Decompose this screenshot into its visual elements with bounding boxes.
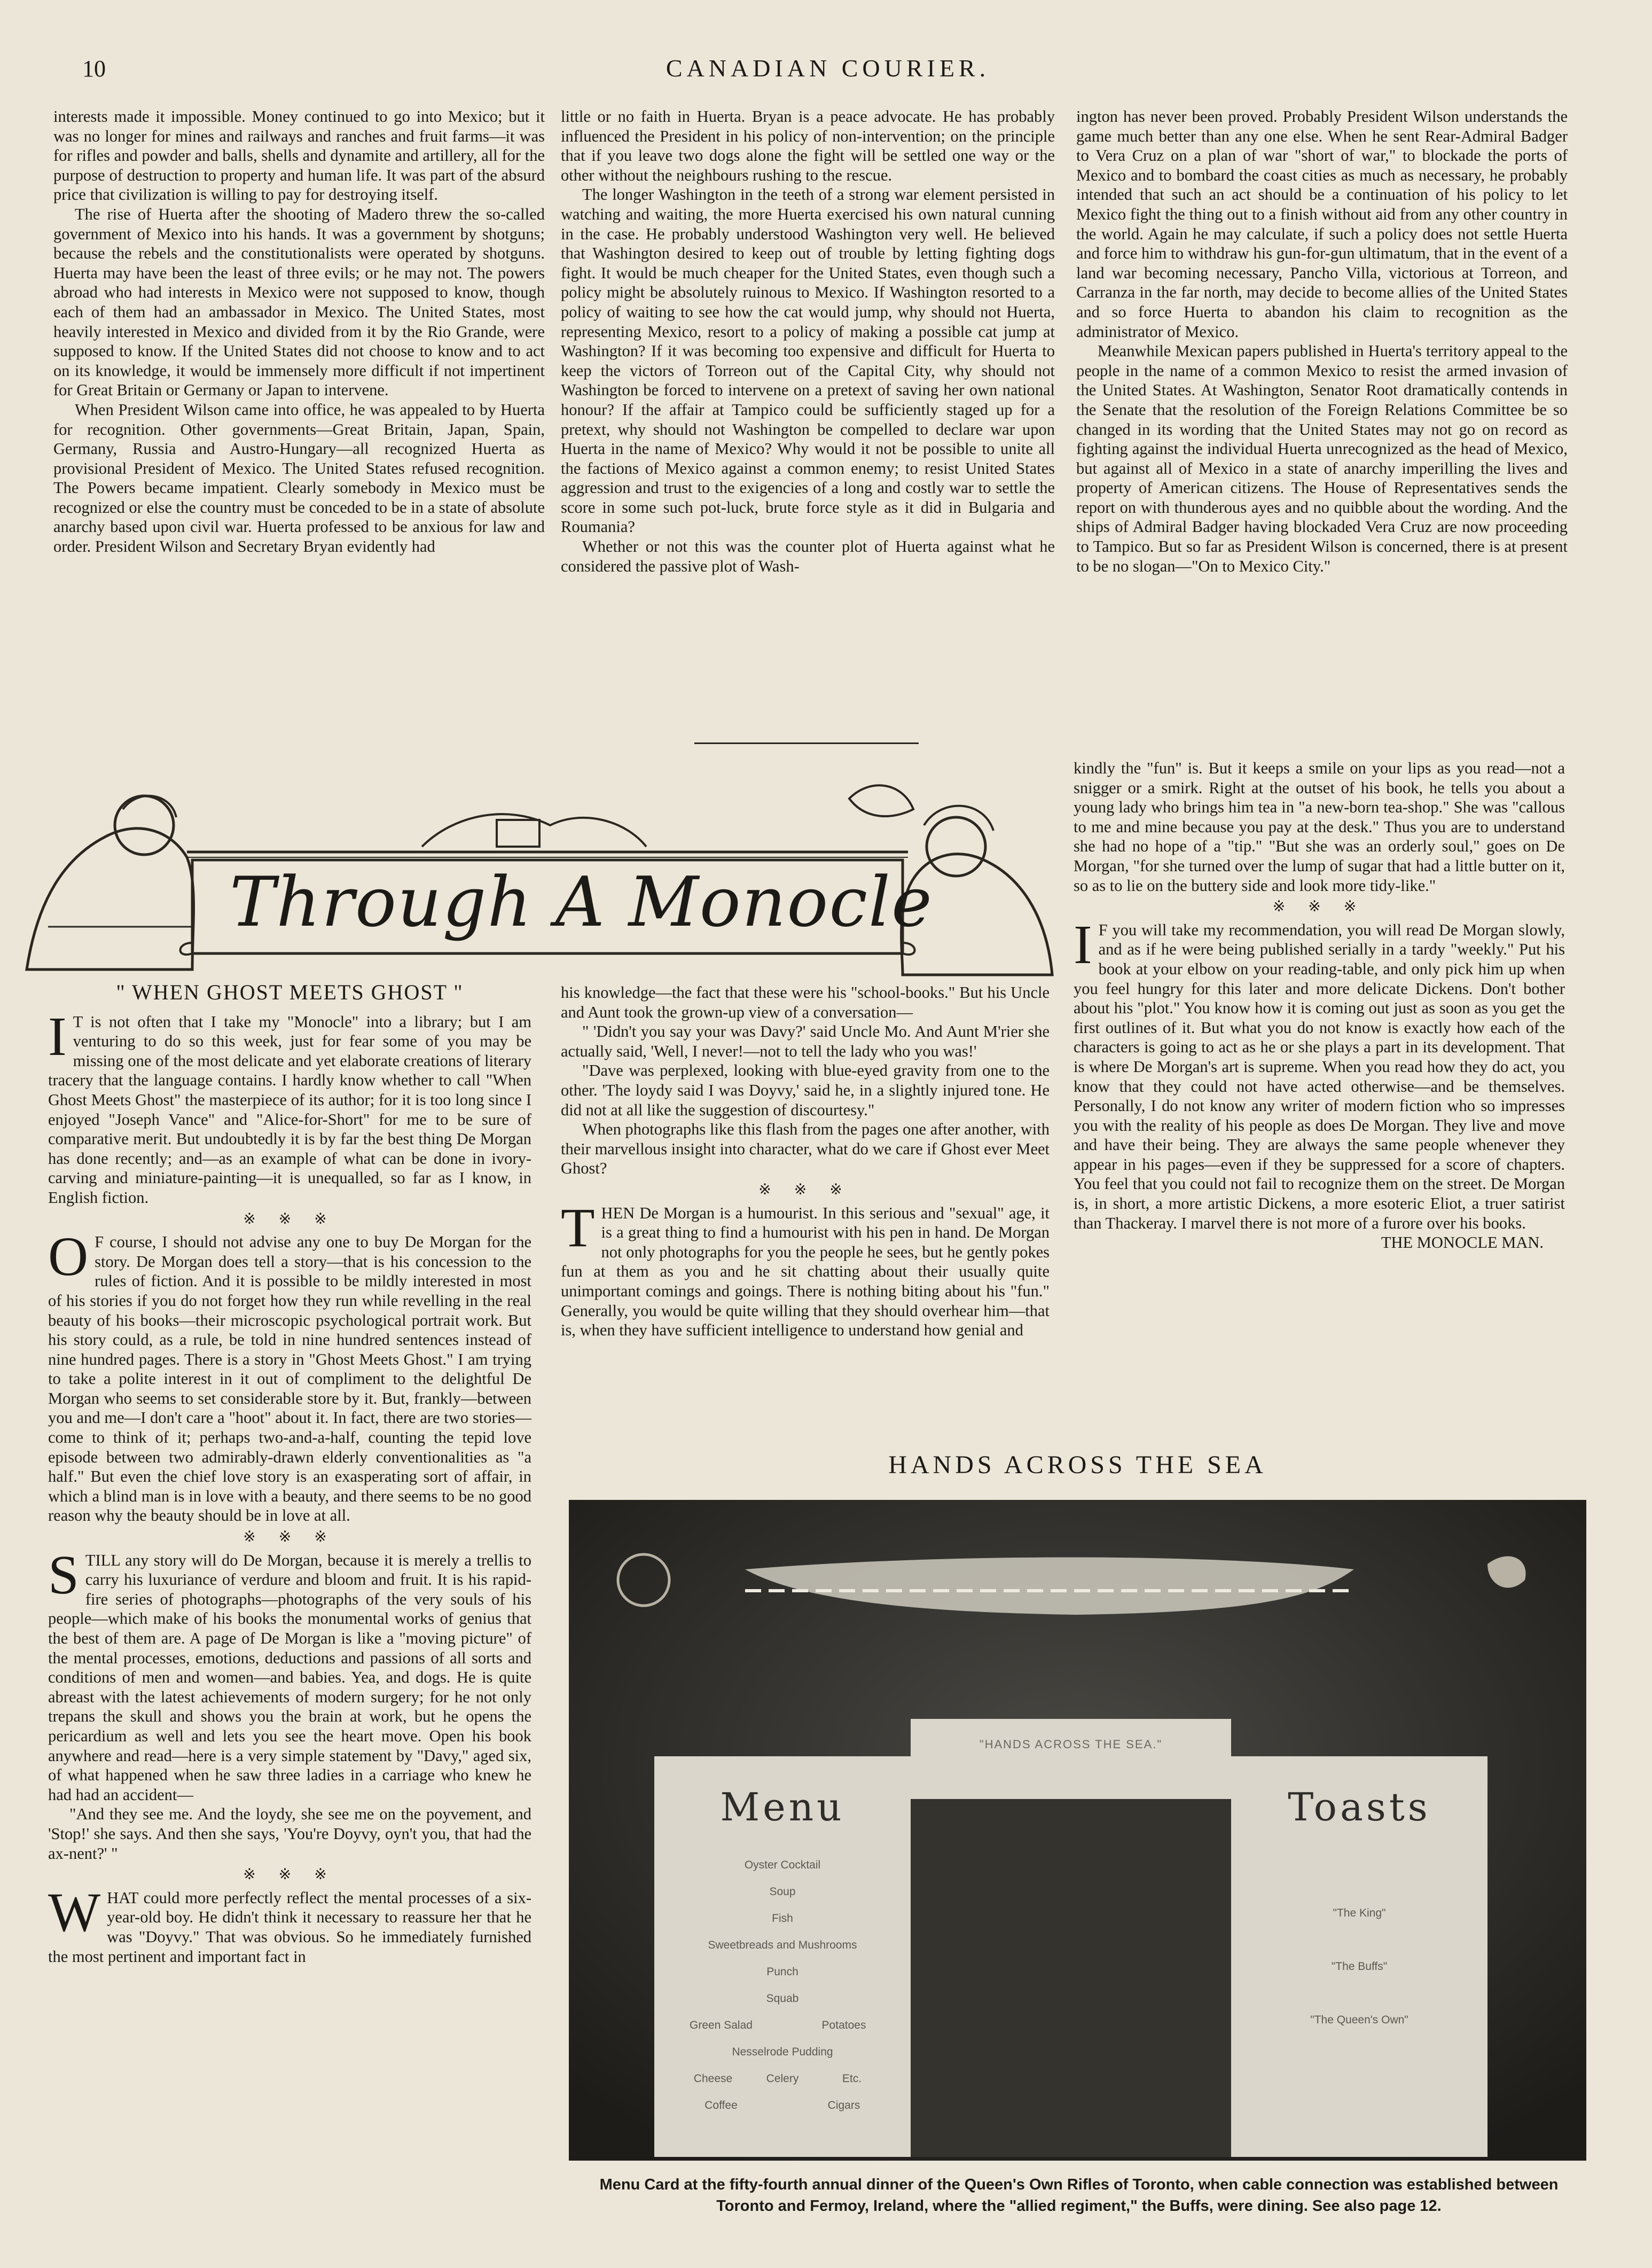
paragraph: The rise of Huerta after the shooting of Madero threw the so-called government of Mexico into his hands. It was a government by shotguns; because the rebels and the constitutionalists were operated by shotguns. Huerta may have been the least of three evils; or he may not. The powers abroad who had interests in Mexico were not supposed to know, though each of them had an ambassador in Mexico. The United States, most heavily interested in Mexico and divided from it by the Rio Grande, were supposed to know. If the United States did not choose to know and to act on its knowledge, it would be immensely more difficult if not impertinent for Great Britain or Germany or Japan to intervene. (53, 205, 545, 400)
toast-item: "The Buffs" (1331, 1960, 1388, 1973)
section-ornament: ※ ※ ※ (243, 1866, 336, 1883)
monocle-column-1 (48, 980, 531, 1966)
menu-item: Nesselrode Pudding (732, 2046, 833, 2058)
top-article-column-1 (53, 107, 545, 557)
menu-item: Etc. (842, 2073, 862, 2085)
menu-item: Cheese (693, 2073, 733, 2085)
paragraph: kindly the "fun" is. But it keeps a smile on your lips as you read—not a snigger or a smirk. Right at the outset of his book, he tells you about a young lady who brings him tea in "a new-born tea-shop." She was "callous to me and mine because you pay at the desk." Thus you are to understand she had no hope of a "tip." "But she was an orderly soul," goes on De Morgan, "for she turned over the lump of sugar that had a little butter on it, so as to lie on the buttery side and look more tidy-like." (1074, 759, 1565, 895)
toast-item: "The King" (1333, 1907, 1386, 1919)
paragraph: ington has never been proved. Probably President Wilson understands the game much better than any one else. When he sent Rear-Admiral Badger to Vera Cruz on a plan of war "short of war," to blockade the ports of Mexico and to bombard the coast cities as much as necessary, he probably intended that such an act should be a continuation of his policy to let Mexico fight the thing out to a finish without aid from any other country in the world. Again he may calculate, if such a policy does not settle Huerta and force him to withdraw his gun-for-gun ultimatum, that in the event of a land war becoming necessary, Pancho Villa, victorious at Torreon, and Carranza in the far north, may decide to become allies of the United States and so force Huerta to abandon his claim to recognition as the administrator of Mexico. (1076, 107, 1568, 341)
paragraph: O F course, I should not advise any one to buy De Morgan for the story. De Morgan does tell a story—that is his concession to the rules of fiction. And it is possible to be mildly interested in most of his stories if you do not forget how they run while revelling in the real beauty of his books—their microscopic psychological portrait work. But his story could, as a rule, be told in nine hundred sentences instead of nine hundred pages. There is a story in "Ghost Meets Ghost." I am trying to take a polite interest in it out of compliment to the delightful De Morgan who seems to set considerable store by it. But, frankly—between you and me—I don't care a "hoot" about it. In fact, there are two stories—come to think of it; perhaps two-and-a-half, counting the tepid love episode between two admirably-drawn elderly conventionalities as "a half." But even the chief love story is an exasperating sort of affair, in which a blind man is in love with a beauty, and there seems to be no good reason why the beauty should be in love at all. (48, 1226, 531, 1525)
byline: THE MONOCLE MAN. (1381, 1233, 1544, 1252)
paragraph: THEN De Morgan is a humourist. In this serious and "sexual" age, it is a great thing to find a humourist with his pen in hand. De Morgan not only photographs for you the people he sees, but he gently pokes fun at them as you and he sit chatting about their usually quite unimportant comings and goings. There is nothing biting about his "fun." Generally, you would be quite willing that they should overhear him—that is, when they have sufficient intelligence to understand how genial and (561, 1196, 1050, 1340)
menu-item: Fish (772, 1912, 793, 1925)
paragraph: his knowledge—the fact that these were his "school-books." But his Uncle and Aunt took the grown-up view of a conversation— (561, 983, 1050, 1021)
card-center-title: "HANDS ACROSS THE SEA." (979, 1738, 1163, 1751)
section-ornament: ※ ※ ※ (758, 1181, 852, 1198)
toast-item: "The Queen's Own" (1310, 2014, 1408, 2026)
paragraph: little or no faith in Huerta. Bryan is a peace advocate. He has probably influenced the President in his policy of non-intervention; on the principle that if you leave two dogs alone the fight will be settled one way or the other without the neighbours rushing to the rescue. (561, 107, 1055, 184)
menu-item: Soup (769, 1886, 796, 1898)
paragraph: I T is not often that I take my "Monocle" into a library; but I am venturing to do so this week, just for fear some of you may be missing one of the most delicate and yet elaborate creations of literary tracery that the language contains. I hardly know whether to call "When Ghost Meets Ghost" the masterpiece of its author; for it is too long since I enjoyed "Joseph Vance" and "Alice-for-Short" for me to be sure of comparative merit. But undoubtedly it is by far the best thing De Morgan has done recently; and—as an example of what can be done in ivory-carving and miniature-painting—it is unequalled, so far as I know, in English fiction. (48, 1005, 531, 1207)
paragraph: STILL any story will do De Morgan, because it is merely a trellis to carry his luxuriance of verdure and bloom and fruit. It is his rapid-fire series of photographs—photographs of the very souls of his people—which make of his books the monumental works of genius that the best of them are. A page of De Morgan is like a "moving picture" of the mental processes, emotions, deductions and passions of all sorts and conditions of men and women—and babies. Yea, and dogs. He is quite abreast with the latest achievements of modern surgery; for he not only trepans the skull and shows you the brain at work, but he opens the pericardium as well and lets you see the heart move. Open his book anywhere and read—here is a very simple statement by "Davy," aged six, of what happened when he saw three ladies in a carriage who knew he had had an accident— (48, 1544, 531, 1804)
paragraph: Meanwhile Mexican papers published in Huerta's territory appeal to the people in the name of a common Mexico to resist the armed invasion of the United States. At Washington, Senator Root dramatically contends in the Senate that the resolution of the Foreign Relations Committee be so changed in its wording that the United States may not go on record as fighting against the individual Huerta unrecognized as the head of Mexico, but against all of Mexico in a state of anarchy imperilling the lives and property of American citizens. The House of Representatives sends the report on with thunderous ayes and no quibble about the wording. And the ships of Admiral Badger having blockaded Vera Cruz are now proceeding to Tampico. But so far as President Wilson is concerned, there is at present to be no slogan—"On to Mexico City." (1076, 342, 1568, 575)
paragraph: interests made it impossible. Money continued to go into Mexico; but it was no longer for mines and railways and ranches and fruit farms—it was for rifles and powder and balls, shells and dynamite and artillery, all for the purpose of destruction to property and human life. It was part of the absurd price that civilization is willing to pay for destroying itself. (53, 107, 545, 204)
paragraph: I F you will take my recommendation, you will read De Morgan slowly, and as if he were being published serially in a tardy "weekly." Put his book at your elbow on your reading-table, and only pick him up when you feel hungry for this later and more delicate Dickens. Don't bother about his "plot." You know how it is coming out just as soon as you get the first outlines of it. But what you do not know is exactly how each of the characters is going to act as he or she plays a part in its development. That is where De Morgan's art is supreme. When you read how they do act, you know that they could not have acted otherwise—and be themselves. Personally, I do not know any writer of modern fiction who so impresses you with the reality of his people as does De Morgan. They live and move and have their being. They are always the same people whenever they appear in his pages—even if they be suppressed for a score of chapters. You feel that you could not fail to recognize them on the street. De Morgan is, in short, a more artistic Dickens, a more esoteric Eliot, a truer satirist than Thackeray. I marvel there is not more of a furore over his books. (1074, 913, 1565, 1232)
menu-item: Potatoes (821, 2019, 866, 2031)
paragraph: When photographs like this flash from the pages one after another, with their marvellous insight into character, what do we care if Ghost ever Meet Ghost? (561, 1120, 1050, 1178)
drop-cap: O (48, 1226, 89, 1288)
page-header (59, 51, 1597, 93)
top-article-column-3 (1076, 107, 1568, 576)
banner-title: Through A Monocle (230, 863, 933, 942)
paragraph: "And they see me. And the loydy, she see me on the poyvement, and 'Stop!' she says. And then she says, 'You're Doyvy, oyn't you, that had the ax-nent?' " (48, 1805, 531, 1863)
section-ornament: ※ ※ ※ (243, 1210, 336, 1227)
menu-item: Sweetbreads and Mushrooms (708, 1939, 857, 1951)
photo-title: HANDS ACROSS THE SEA (888, 1451, 1267, 1479)
monocle-column-3 (1074, 758, 1565, 1253)
monocle-column-2 (561, 983, 1050, 1340)
drop-cap: I (48, 1005, 67, 1067)
menu-item: Green Salad (690, 2019, 753, 2031)
article-heading: " WHEN GHOST MEETS GHOST " (116, 980, 464, 1004)
section-ornament: ※ ※ ※ (1272, 898, 1366, 916)
drop-cap: S (48, 1544, 79, 1606)
menu-item: Coffee (704, 2099, 738, 2111)
menu-item: Celery (766, 2073, 799, 2085)
menu-item: Cigars (827, 2099, 860, 2111)
paragraph: When President Wilson came into office, he was appealed to by Huerta for recognition. Other governments—Great Britain, Japan, Spain, Germany, Russia and Austro-Hungary—all recognized Huerta as provisional President of Mexico. The United States refused recognition. The Powers became impatient. Clearly somebody in Mexico must be recognized or else the country must be conceded to be in a state of absolute anarchy based upon civil war. Huerta professed to be anxious for law and order. President Wilson and Secretary Bryan evidently had (53, 400, 545, 556)
drop-cap: I (1074, 913, 1092, 975)
toasts-heading: Toasts (1288, 1785, 1431, 1829)
masthead: CANADIAN COURIER. (666, 54, 990, 82)
menu-item: Punch (766, 1966, 798, 1978)
menu-item: Squab (766, 1992, 799, 2005)
section-divider-rule (694, 742, 919, 744)
menu-heading: Menu (720, 1785, 845, 1829)
drop-cap: W (48, 1881, 101, 1943)
menu-card-photo (569, 1500, 1586, 2161)
paragraph: The longer Washington in the teeth of a strong war element persisted in watching and waiting, the more Huerta exercised his own natural cunning in the case. He probably understood Washington very well. He believed that Washington desired to keep out of trouble by letting fighting dogs fight. It would be much cheaper for the United States, even though such a policy might be absolutely ruinous to Mexico. If Washington resorted to a policy of waiting to see how the cat would jump, why should not Huerta, representing Mexico, resort to a policy of making a possible cat jump at Washington? If it was becoming too expensive and difficult for Huerta to keep the victors of Torreon out of the Capital City, why should not Washington be forced to intervene on a pretext of saving her own national honour? If the affair at Tampico could be sufficiently staged up for a pretext, why should not Washington be compelled to declare war upon Huerta in the name of Mexico? Why would it not be possible to unite all the factions of Mexico against a common enemy; to resist United States aggression and trust to the exigencies of a long and costly war to settle the score in some such pot-luck, brute force style as it did in Bulgaria and Roumania? (561, 185, 1055, 536)
menu-card-illustration (569, 1500, 1586, 2161)
paragraph: "Dave was perplexed, looking with blue-eyed gravity from one to the other. 'The loydy said I was Doyvy,' said he, in a slightly injured tone. He did not at all like the suggestion of discourtesy." (561, 1061, 1050, 1119)
page-number: 10 (82, 56, 106, 82)
menu-item: Oyster Cocktail (744, 1859, 821, 1871)
top-article-column-2 (561, 107, 1055, 576)
section-ornament: ※ ※ ※ (243, 1529, 336, 1546)
photo-caption: Menu Card at the fifty-fourth annual dinner of the Queen's Own Rifles of Toronto, when cable connection was established between Toronto and Fermoy, Ireland, where the "allied regiment," the Buffs, were dining. See also page 12. (599, 2176, 1559, 2215)
paragraph: " 'Didn't you say your was Davy?' said Uncle Mo. And Aunt M'rier she actually said, 'Well, I never!—not to tell the lady who you was!' (561, 1022, 1050, 1060)
paragraph: WHAT could more perfectly reflect the mental processes of a six-year-old boy. He didn't think it necessary to reassure her that he was "Doyvy." That was obvious. So he immediately furnished the most pertinent and important fact in (48, 1881, 531, 1966)
paragraph: Whether or not this was the counter plot of Huerta against what he considered the passive plot of Wash- (561, 537, 1055, 575)
monocle-banner (16, 767, 1063, 991)
drop-cap: T (561, 1196, 595, 1258)
